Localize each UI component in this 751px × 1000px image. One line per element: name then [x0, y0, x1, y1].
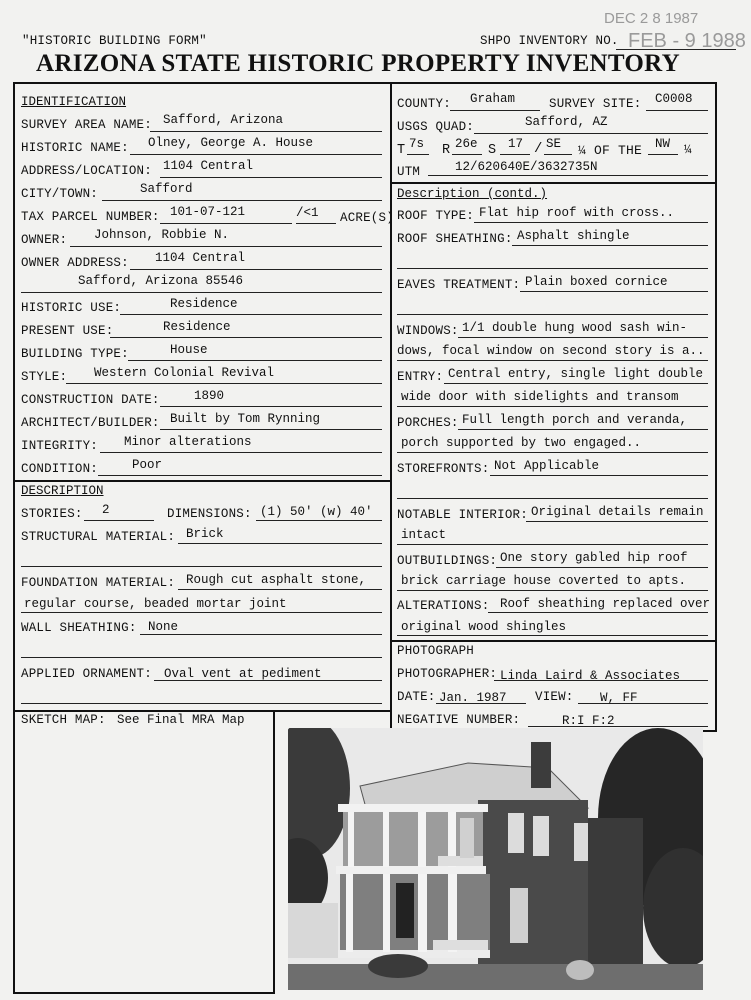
- negative-number-value: R:I F:2: [562, 714, 615, 728]
- owner-value: Johnson, Robbie N.: [94, 228, 230, 242]
- foundation-material-label: FOUNDATION MATERIAL:: [21, 576, 176, 590]
- owner-label: OWNER:: [21, 233, 68, 247]
- dimensions-label: DIMENSIONS:: [167, 507, 252, 521]
- city-value: Safford: [140, 182, 193, 196]
- township-value: 7s: [409, 137, 425, 151]
- sketch-map-label: SKETCH MAP:: [21, 713, 106, 727]
- section-value: 17: [508, 137, 524, 151]
- survey-area-value: Safford, Arizona: [163, 113, 284, 127]
- house-photo-image: [288, 728, 703, 990]
- owner-address-line1: 1104 Central: [155, 251, 246, 265]
- survey-site-label: SURVEY SITE:: [549, 97, 642, 111]
- present-use-label: PRESENT USE:: [21, 324, 114, 338]
- survey-area-label: SURVEY AREA NAME:: [21, 118, 152, 132]
- porches-value-line2: porch supported by two engaged..: [401, 436, 642, 450]
- entry-label: ENTRY:: [397, 370, 444, 384]
- acre-label: ACRE(S): [340, 211, 394, 225]
- building-type-label: BUILDING TYPE:: [21, 347, 129, 361]
- storefronts-label: STOREFRONTS:: [397, 462, 490, 476]
- utm-label: UTM: [397, 165, 421, 179]
- photographer-value: Linda Laird & Associates: [500, 669, 681, 683]
- acre-value: /<1: [296, 206, 319, 220]
- historic-use-value: Residence: [170, 297, 238, 311]
- storefronts-value: Not Applicable: [494, 459, 600, 473]
- entry-value-line2: wide door with sidelights and transom: [401, 390, 679, 404]
- eaves-treatment-label: EAVES TREATMENT:: [397, 278, 521, 292]
- form-name: "HISTORIC BUILDING FORM": [22, 34, 207, 48]
- outbuildings-label: OUTBUILDINGS:: [397, 554, 498, 568]
- range-label: R: [442, 143, 451, 158]
- wall-sheathing-label: WALL SHEATHING:: [21, 621, 137, 635]
- house-photograph: [288, 728, 703, 990]
- stories-label: STORIES:: [21, 507, 83, 521]
- negative-number-label: NEGATIVE NUMBER:: [397, 713, 521, 727]
- building-type-value: House: [170, 343, 208, 357]
- photographer-label: PHOTOGRAPHER:: [397, 667, 498, 681]
- architect-label: ARCHITECT/BUILDER:: [21, 416, 160, 430]
- alterations-value-line1: Roof sheathing replaced over: [500, 597, 711, 611]
- address-label: ADDRESS/LOCATION:: [21, 164, 152, 178]
- description-heading: DESCRIPTION: [21, 484, 104, 498]
- outbuildings-value-line1: One story gabled hip roof: [500, 551, 688, 565]
- county-value: Graham: [470, 92, 516, 106]
- historic-name-label: HISTORIC NAME:: [21, 141, 129, 155]
- porches-label: PORCHES:: [397, 416, 459, 430]
- identification-heading: IDENTIFICATION: [21, 95, 127, 109]
- applied-ornament-label: APPLIED ORNAMENT:: [21, 667, 152, 681]
- owner-address-label: OWNER ADDRESS:: [21, 256, 129, 270]
- notable-interior-label: NOTABLE INTERIOR:: [397, 508, 528, 522]
- photo-date-value: Jan. 1987: [439, 691, 507, 705]
- photograph-heading: PHOTOGRAPH: [397, 644, 475, 658]
- township-label: T: [397, 143, 406, 158]
- quarter-of-label: ¼ OF THE: [578, 143, 643, 158]
- present-use-value: Residence: [163, 320, 231, 334]
- utm-value: 12/620640E/3632735N: [455, 160, 598, 174]
- city-label: CITY/TOWN:: [21, 187, 99, 201]
- porches-value-line1: Full length porch and veranda,: [462, 413, 688, 427]
- windows-value-line2: dows, focal window on second story is a..: [397, 344, 705, 358]
- structural-material-label: STRUCTURAL MATERIAL:: [21, 530, 176, 544]
- quarter-label: ¼: [684, 143, 692, 157]
- photo-date-label: DATE:: [397, 690, 436, 704]
- section-slash: /: [534, 141, 543, 157]
- received-stamp-2: FEB - 9 1988: [628, 30, 746, 52]
- tax-parcel-value: 101-07-121: [170, 205, 246, 219]
- foundation-material-value-line2: regular course, beaded mortar joint: [24, 597, 287, 611]
- structural-material-value: Brick: [186, 527, 224, 541]
- received-stamp: DEC 2 8 1987: [604, 10, 699, 27]
- roof-sheathing-value: Asphalt shingle: [517, 229, 630, 243]
- roof-type-label: ROOF TYPE:: [397, 209, 475, 223]
- section-label: S: [488, 143, 497, 158]
- survey-site-value: C0008: [655, 92, 693, 106]
- owner-address-line2: Safford, Arizona 85546: [78, 274, 244, 288]
- condition-label: CONDITION:: [21, 462, 99, 476]
- windows-label: WINDOWS:: [397, 324, 459, 338]
- notable-interior-value-line1: Original details remain: [531, 505, 704, 519]
- construction-date-label: CONSTRUCTION DATE:: [21, 393, 160, 407]
- shpo-inventory-label: SHPO INVENTORY NO.: [480, 34, 619, 48]
- quarter-1-value: SE: [546, 137, 562, 151]
- usgs-quad-label: USGS QUAD:: [397, 120, 475, 134]
- address-value: 1104 Central: [163, 159, 254, 173]
- quarter-2-value: NW: [655, 137, 671, 151]
- foundation-material-value-line1: Rough cut asphalt stone,: [186, 573, 367, 587]
- applied-ornament-value: Oval vent at pediment: [164, 667, 322, 681]
- integrity-label: INTEGRITY:: [21, 439, 99, 453]
- outbuildings-value-line2: brick carriage house coverted to apts.: [401, 574, 687, 588]
- sketch-map-section: [13, 710, 275, 994]
- county-label: COUNTY:: [397, 97, 451, 111]
- entry-value-line1: Central entry, single light double: [448, 367, 704, 381]
- historic-use-label: HISTORIC USE:: [21, 301, 122, 315]
- roof-sheathing-label: ROOF SHEATHING:: [397, 232, 513, 246]
- tax-parcel-label: TAX PARCEL NUMBER:: [21, 210, 160, 224]
- alterations-value-line2: original wood shingles: [401, 620, 567, 634]
- style-value: Western Colonial Revival: [94, 366, 275, 380]
- sketch-map-value: See Final MRA Map: [117, 713, 245, 727]
- architect-value: Built by Tom Rynning: [170, 412, 321, 426]
- stories-value: 2: [102, 503, 110, 517]
- historic-name-value: Olney, George A. House: [148, 136, 314, 150]
- notable-interior-value-line2: intact: [401, 528, 447, 542]
- usgs-quad-value: Safford, AZ: [525, 115, 608, 129]
- integrity-value: Minor alterations: [124, 435, 252, 449]
- roof-type-value: Flat hip roof with cross..: [479, 206, 675, 220]
- range-value: 26e: [455, 137, 478, 151]
- condition-value: Poor: [132, 458, 163, 472]
- construction-date-value: 1890: [194, 389, 225, 403]
- windows-value-line1: 1/1 double hung wood sash win-: [462, 321, 688, 335]
- style-label: STYLE:: [21, 370, 68, 384]
- view-label: VIEW:: [535, 690, 574, 704]
- page-title: ARIZONA STATE HISTORIC PROPERTY INVENTORY: [36, 50, 681, 77]
- alterations-label: ALTERATIONS:: [397, 599, 490, 613]
- description-contd-heading: Description (contd.): [397, 187, 548, 201]
- description-contd-section: [390, 182, 717, 642]
- wall-sheathing-value: None: [148, 620, 179, 634]
- view-value: W, FF: [600, 691, 638, 705]
- dimensions-value: (1) 50' (w) 40': [260, 505, 373, 519]
- eaves-treatment-value: Plain boxed cornice: [525, 275, 668, 289]
